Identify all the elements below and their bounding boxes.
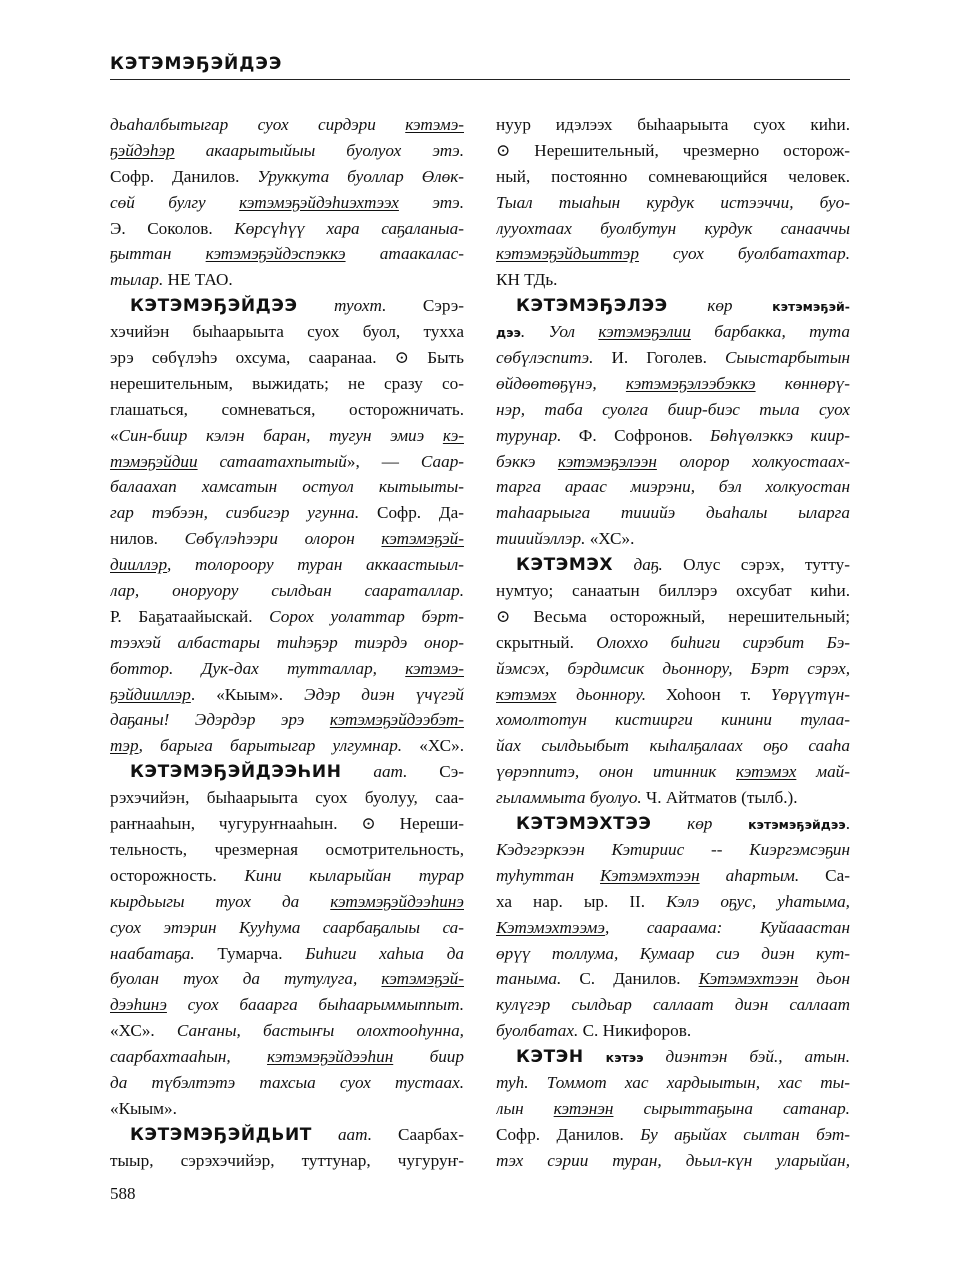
italic-run: , саараама: Куйааастан	[604, 917, 850, 937]
text-run: Хоһоон т.	[665, 684, 771, 704]
italic-run: Сорох уолаттар бэрт-	[269, 606, 464, 626]
text-run: ⊙ Весьма осторожный, нерешительный;	[496, 606, 850, 626]
italic-run: даҕаны! Эдэрдэр эрэ	[110, 710, 330, 730]
text-line	[496, 1070, 850, 1096]
text-line	[496, 241, 850, 267]
text-line	[496, 526, 850, 552]
text-run: хэчийэн быһаарыыта суох буол, тухха	[110, 322, 464, 342]
text-run: С. Никифоров.	[582, 1021, 692, 1041]
cited-form: кэтэмэҕэйдэспэккэ	[205, 244, 346, 264]
text-line	[110, 449, 464, 475]
italic-run: аат.	[312, 1124, 398, 1144]
italic-run: олорор холкуостаах-	[656, 451, 850, 471]
cited-form: тэмэҕэйдии	[110, 451, 198, 471]
left-column	[110, 112, 464, 1174]
text-line	[110, 811, 464, 837]
cited-form: кэ-	[442, 425, 464, 445]
cited-form: Кэтэмэхтээн	[698, 969, 799, 989]
italic-run: таныма.	[496, 969, 580, 989]
italic-run: атаакалас-	[345, 244, 464, 264]
italic-run: өйдөөтөҕүнэ,	[496, 373, 626, 393]
text-run: «	[110, 425, 119, 445]
text-run: .	[845, 814, 850, 834]
italic-run: барбакка, тута	[690, 322, 850, 342]
cited-form: кэтэмэҕэлээбэккэ	[625, 373, 756, 393]
italic-run: этэ.	[398, 192, 464, 212]
italic-run: Саар-	[420, 451, 464, 471]
italic-run: туохт.	[297, 296, 423, 316]
text-line	[110, 1148, 464, 1174]
italic-run: турунар.	[496, 425, 579, 445]
text-run: «ХС».	[110, 1021, 177, 1041]
text-line	[110, 656, 464, 682]
text-line	[110, 423, 464, 449]
cited-form: кэтэмэҕэлээн	[557, 451, 657, 471]
text-run: нерешительным, выжидать; не сразу со-	[110, 373, 464, 393]
text-line	[110, 190, 464, 216]
text-line	[496, 293, 850, 319]
italic-run: Уруккута буоллар Өлөк-	[257, 166, 464, 186]
italic-run: хомолтотун кистиирги кинини тулаа-	[496, 710, 850, 730]
italic-run: нэр, таба суолга биир-биэс тыла суох	[496, 399, 850, 419]
text-run: Софр. Данилов.	[496, 1124, 641, 1144]
italic-run: Бу аҕыйах сылтан бэт-	[640, 1124, 850, 1144]
italic-run: саарбахтааһын,	[110, 1047, 268, 1067]
cited-form: кэтэмэх	[736, 762, 797, 782]
italic-run: наабатаҕа.	[110, 943, 218, 963]
cross-reference: дээ	[496, 325, 521, 341]
italic-run: Сыыстарбытын	[724, 348, 850, 368]
italic-run: лар, оноруору сылдьан саараталлар.	[110, 581, 464, 601]
italic-run: йэмсэх, бэрдимсик дьоннору, Бэрт сэрэх,	[496, 658, 850, 678]
italic-run: дьаһалбытыгар суох сирдэри	[110, 115, 406, 134]
italic-run: да түбэлтэтэ тахсыа суох тустаах.	[110, 1072, 464, 1092]
italic-run: даҕ.	[613, 555, 684, 575]
italic-run: диэнтэн бэй., атын.	[643, 1047, 850, 1067]
italic-run: Эдэр диэн үчүгэй	[304, 684, 464, 704]
text-line	[110, 604, 464, 630]
text-line	[110, 267, 464, 293]
text-line	[496, 992, 850, 1018]
text-line	[496, 552, 850, 578]
text-run: ный, постоянно сомневающийся человек.	[496, 166, 850, 186]
italic-run: тээхэй албастары тиһэҕэр тиэрдэ онор-	[110, 632, 464, 652]
text-run: Олус сэрэх, тутту-	[683, 555, 850, 575]
text-line	[110, 889, 464, 915]
text-line	[110, 1096, 464, 1122]
cited-form: кэтэмэ-	[405, 115, 464, 134]
text-line	[496, 216, 850, 242]
text-line	[496, 682, 850, 708]
italic-run: буолан туох да тутулуга,	[110, 969, 382, 989]
cited-form: кэтэмэҕэйдьиттэр	[496, 244, 639, 264]
italic-run: кулүгэр сылдьар саллаат диэн саллаат	[496, 995, 850, 1015]
cited-form: ҕэйдэһэр	[110, 140, 175, 160]
text-line	[110, 552, 464, 578]
text-line	[496, 138, 850, 164]
text-line	[110, 1018, 464, 1044]
italic-run: Кэдэгэркээн Кэтириис -- Киэргэмсэҕин	[496, 839, 850, 859]
headword: КЭТЭМЭҔЭЙДЭЭҺИН	[130, 762, 342, 783]
text-line	[110, 138, 464, 164]
text-run: нилов.	[110, 529, 185, 549]
text-line	[496, 112, 850, 138]
cited-form: кэтэнэн	[553, 1098, 614, 1118]
italic-run: лууохтаах буолбутун курдук санааччы	[496, 218, 850, 238]
text-line	[110, 915, 464, 941]
italic-run: көр	[667, 296, 773, 316]
italic-run: Көрсүһүү хара саҕаланыа-	[234, 218, 464, 238]
text-line	[496, 371, 850, 397]
text-line	[110, 112, 464, 138]
text-line	[496, 759, 850, 785]
italic-run: Олоххо биһиги сирэбит Бэ-	[596, 632, 850, 652]
headword: КЭТЭМЭҔЭЙДЭЭ	[130, 296, 298, 317]
italic-run: тарга араас миэрэни, бэл холкуостан	[496, 477, 850, 497]
text-run: НЕ ТАО.	[167, 270, 233, 290]
text-line	[110, 216, 464, 242]
text-line	[496, 1044, 850, 1070]
italic-run: бэккэ	[496, 451, 558, 471]
text-line	[496, 941, 850, 967]
text-line	[496, 578, 850, 604]
italic-run: Саҥаны, бастыҥы олохтооһунна,	[176, 1021, 464, 1041]
text-line	[496, 474, 850, 500]
cited-form: кэтэмэҕэй-	[381, 969, 464, 989]
header-rule	[110, 79, 850, 80]
italic-run: туһ. Томмот хас хардыытын, хас ты-	[496, 1072, 850, 1092]
text-line	[496, 915, 850, 941]
text-run: Тумарча.	[217, 943, 306, 963]
text-line	[110, 371, 464, 397]
cited-form: кэтэмэҕэйдээбэт-	[329, 710, 464, 730]
text-run: », —	[346, 451, 421, 471]
text-run: глашаться, сомневаться, осторожничать.	[110, 399, 464, 419]
italic-run: Үөрүүтүн-	[770, 684, 850, 704]
italic-run: дьон	[798, 969, 850, 989]
italic-run: биир	[393, 1047, 464, 1067]
text-line	[110, 1044, 464, 1070]
text-line	[496, 863, 850, 889]
italic-run: балаахап хамсатын остуол кытыыты-	[110, 477, 464, 497]
text-run: Ф. Софронов.	[578, 425, 711, 445]
text-line	[496, 190, 850, 216]
headword: КЭТЭМЭҔЭЛЭЭ	[516, 296, 668, 317]
text-line	[110, 397, 464, 423]
cross-reference: кэтэмэҕэйдээ	[748, 817, 846, 833]
text-run: Сэ-	[439, 762, 464, 782]
cited-form: кэтэмэ-	[405, 658, 464, 678]
text-run	[584, 1047, 606, 1066]
italic-run: аһартым.	[699, 865, 826, 885]
text-line	[496, 164, 850, 190]
text-run: рэхэчийэн, быһаарыыта суох буолуу, саа-	[110, 788, 464, 808]
text-line	[110, 733, 464, 759]
text-line	[110, 1122, 464, 1148]
text-line	[110, 863, 464, 889]
text-line	[110, 578, 464, 604]
italic-run: таһаарыыга тииийэ дьаһалы ыларга	[496, 503, 850, 523]
text-line	[496, 1122, 850, 1148]
italic-run: кырдьыгы туох да	[110, 891, 331, 911]
cited-form: кэтэмэҕэйдээһинэ	[330, 891, 464, 911]
headword: КЭТЭМЭҔЭЙДЬИТ	[130, 1124, 313, 1145]
italic-run: Бөһүөлэккэ киир-	[710, 425, 850, 445]
cited-form: ҕэйдииллэр	[110, 684, 191, 704]
italic-run: Сөбүлэһээри олорон	[184, 529, 382, 549]
italic-run: туһуттан	[496, 865, 601, 885]
text-line	[496, 1148, 850, 1174]
italic-run: , толороору туран аккаастыыл-	[167, 555, 464, 575]
text-line	[496, 397, 850, 423]
text-line	[110, 474, 464, 500]
text-line	[496, 733, 850, 759]
cited-form: тэр	[110, 736, 139, 756]
italic-run: . Уол	[520, 322, 599, 342]
text-run: Са-	[825, 865, 850, 885]
italic-run: сөй булгу	[110, 192, 240, 212]
text-line	[110, 837, 464, 863]
italic-run: май-	[796, 762, 850, 782]
text-line	[110, 966, 464, 992]
text-line	[110, 500, 464, 526]
italic-run: гыламмыта буолуо.	[496, 788, 647, 808]
headword: КЭТЭМЭХ	[516, 555, 614, 576]
text-line	[110, 785, 464, 811]
text-run: С. Данилов.	[579, 969, 699, 989]
text-run: ⊙ Нерешительный, чрезмерно осторож-	[496, 140, 850, 160]
italic-run: тылар.	[110, 270, 168, 290]
cited-form: Кэтэмэхтээн	[600, 865, 700, 885]
italic-run: ҕыттан	[110, 244, 206, 264]
right-column	[496, 112, 850, 1174]
text-line	[110, 1070, 464, 1096]
text-run: Саарбах-	[397, 1124, 464, 1144]
italic-run: Кэлэ оҕус, уһатыма,	[666, 891, 850, 911]
italic-run: акаарытыйыы буолуох этэ.	[174, 140, 464, 160]
text-line	[110, 992, 464, 1018]
text-run: Э. Соколов.	[110, 218, 235, 238]
italic-run: сөбүлэспитэ.	[496, 348, 612, 368]
headword: КЭТЭМЭХТЭЭ	[516, 814, 652, 835]
text-run: скрытный.	[496, 632, 597, 652]
italic-run: суох бааарга быһаарыммыппыт.	[166, 995, 464, 1015]
italic-run: суох этэрин Кууһума саарбаҕалыы са-	[110, 917, 464, 937]
italic-run: сырыттаҕына сатанар.	[613, 1098, 850, 1118]
text-line	[496, 500, 850, 526]
text-line	[110, 164, 464, 190]
cited-form: кэтэмэх	[496, 684, 557, 704]
cited-form: кэтэмэҕэлии	[598, 322, 691, 342]
italic-run: аат.	[341, 762, 440, 782]
text-line	[496, 785, 850, 811]
text-line	[110, 759, 464, 785]
text-line	[496, 267, 850, 293]
italic-run: көннөрү-	[755, 373, 850, 393]
page-number: 588	[110, 1184, 136, 1203]
text-line	[110, 319, 464, 345]
headword: КЭТЭН	[516, 1047, 584, 1068]
text-line	[110, 526, 464, 552]
text-line	[496, 966, 850, 992]
italic-run: , барыга барытыгар улгумнар.	[138, 736, 420, 756]
text-run: нуур идэлээх быһаарыыта суох киһи.	[496, 115, 850, 134]
italic-run: өрүү толлума, Кумаар сиэ диэн кут-	[496, 943, 850, 963]
cited-form: кэтэмэҕэйдэһиэхтээх	[239, 192, 399, 212]
italic-run: Кини кыларыйан турар	[244, 865, 464, 885]
italic-run: дьоннору.	[556, 684, 666, 704]
text-run: тельность, чрезмерная осмотрительность,	[110, 839, 464, 859]
text-run: И. Гоголев.	[611, 348, 725, 368]
text-run: Р. Баҕатаайыскай.	[110, 606, 270, 626]
text-line	[496, 1018, 850, 1044]
italic-run: лын	[496, 1098, 554, 1118]
italic-run: Тыал тыаһын курдук истээччи, буо-	[496, 192, 850, 212]
text-line	[110, 682, 464, 708]
text-line	[496, 707, 850, 733]
text-run: эрэ сөбүлэһэ охсума, сааранаа. ⊙ Быть	[110, 348, 464, 368]
text-line	[496, 423, 850, 449]
text-line	[496, 449, 850, 475]
italic-run: боттор. Дук-дах тутталлар,	[110, 658, 406, 678]
cited-form: кэтэмэҕэй-	[381, 529, 464, 549]
italic-run: Син-биир кэлэн баран, тугун эмиэ	[118, 425, 443, 445]
text-run: «ХС».	[419, 736, 464, 756]
text-line	[496, 837, 850, 863]
text-run: «ХС».	[589, 529, 635, 549]
text-run: раҥнааһын, чугуруҥнааһын. ⊙ Нереши-	[110, 814, 464, 834]
text-line	[496, 345, 850, 371]
text-line	[110, 345, 464, 371]
text-line	[110, 941, 464, 967]
cited-form: кэтэмэҕэйдээһин	[267, 1047, 394, 1067]
text-run: тыыр, сэрэхэчийэр, туттунар, чугуруҥ-	[110, 1150, 464, 1170]
text-run: Софр. Данилов.	[110, 166, 258, 186]
text-line	[496, 656, 850, 682]
text-line	[496, 604, 850, 630]
running-header: КЭТЭМЭҔЭЙДЭЭ	[110, 54, 283, 74]
text-run: ха нар. ыр. II.	[496, 891, 667, 911]
text-line	[110, 241, 464, 267]
text-line	[496, 630, 850, 656]
text-line	[110, 707, 464, 733]
italic-run: буолбатах.	[496, 1021, 583, 1041]
italic-run: тииийэллэр.	[496, 529, 590, 549]
text-line	[110, 293, 464, 319]
italic-run: үөрэппитэ, онон итинник	[496, 762, 737, 782]
italic-run: көр	[651, 814, 749, 834]
text-line	[496, 319, 850, 345]
italic-run: тэх сэрии туран, дьыл-күн уларыйан,	[496, 1150, 850, 1170]
italic-run: сатаатахпытый	[197, 451, 347, 471]
italic-run: суох буолбатахтар.	[638, 244, 850, 264]
text-run: КН ТДь.	[496, 270, 558, 290]
text-run: нумтуо; санаатын биллэрэ охсубат киһи.	[496, 581, 850, 601]
text-line	[496, 811, 850, 837]
text-run: . «Кыым».	[190, 684, 305, 704]
text-run: Сэрэ-	[422, 296, 464, 316]
cited-form: дээһинэ	[110, 995, 167, 1015]
italic-run: гар тэбээн, сиэбигэр угунна.	[110, 503, 377, 523]
italic-run: йах сылдьыбыт кыһалҕалаах оҕо сааһа	[496, 736, 850, 756]
cross-reference: кэтээ	[605, 1050, 644, 1066]
cross-reference: кэтэмэҕэй-	[772, 299, 850, 315]
text-line	[110, 630, 464, 656]
text-run: Ч. Айтматов (тылб.).	[646, 788, 798, 808]
cited-form: Кэтэмэхтээмэ	[496, 917, 605, 937]
text-run: «Кыым».	[110, 1098, 177, 1118]
text-line	[496, 1096, 850, 1122]
italic-run: Биһиги хаһыа да	[305, 943, 464, 963]
cited-form: дииллэр	[110, 555, 168, 575]
text-run: Софр. Да-	[377, 503, 464, 523]
text-line	[496, 889, 850, 915]
text-run: осторожность.	[110, 865, 245, 885]
